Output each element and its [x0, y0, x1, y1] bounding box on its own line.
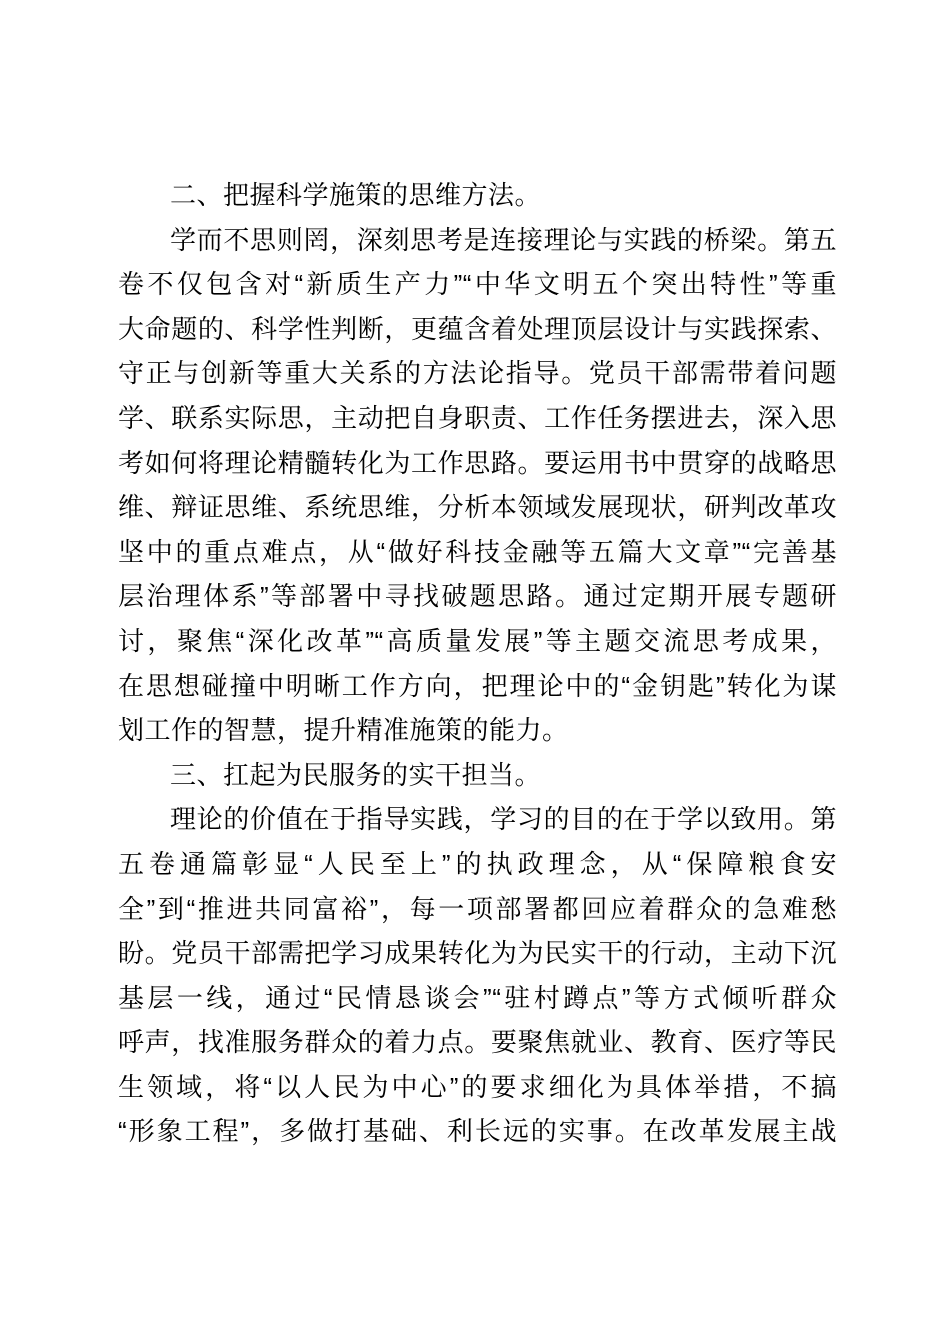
text-line: 层治理体系”等部署中寻找破题思路。通过定期开展专题研 [118, 581, 837, 612]
text-line: 考如何将理论精髓转化为工作思路。要运用书中贯穿的战略思 [118, 447, 837, 478]
text-line: 卷不仅包含对“新质生产力”“中华文明五个突出特性”等重 [118, 269, 837, 300]
text-line: 在思想碰撞中明晰工作方向，把理论中的“金钥匙”转化为谋 [118, 670, 837, 701]
section-heading-line: 二、把握科学施策的思维方法。 [170, 180, 542, 210]
text-line: 坚中的重点难点，从“做好科技金融等五篇大文章”“完善基 [118, 536, 837, 567]
text-line: 五卷通篇彰显“人民至上”的执政理念，从“保障粮食安 [118, 848, 837, 879]
section-heading-line: 三、扛起为民服务的实干担当。 [170, 759, 542, 790]
text-line: 全”到“推进共同富裕”，每一项部署都回应着群众的急难愁 [118, 893, 837, 924]
text-line: 守正与创新等重大关系的方法论指导。党员干部需带着问题 [118, 358, 837, 389]
text-line: 划工作的智慧，提升精准施策的能力。 [118, 715, 569, 746]
text-line: 理论的价值在于指导实践，学习的目的在于学以致用。第 [170, 804, 837, 835]
text-line: “形象工程”，多做打基础、利长远的实事。在改革发展主战 [118, 1116, 837, 1147]
text-line: 讨，聚焦“深化改革”“高质量发展”等主题交流思考成果， [118, 625, 837, 656]
text-line: 基层一线，通过“民情恳谈会”“驻村蹲点”等方式倾听群众 [118, 982, 837, 1013]
text-line: 大命题的、科学性判断，更蕴含着处理顶层设计与实践探索、 [118, 313, 837, 344]
text-line: 盼。党员干部需把学习成果转化为为民实干的行动，主动下沉 [118, 938, 837, 969]
text-line: 生领域，将“以人民为中心”的要求细化为具体举措，不搞 [118, 1071, 837, 1102]
text-line: 学、联系实际思，主动把自身职责、工作任务摆进去，深入思 [118, 402, 837, 433]
text-line: 呼声，找准服务群众的着力点。要聚焦就业、教育、医疗等民 [118, 1027, 837, 1058]
text-line: 维、辩证思维、系统思维，分析本领域发展现状，研判改革攻 [118, 492, 837, 523]
text-line: 学而不思则罔，深刻思考是连接理论与实践的桥梁。第五 [170, 224, 837, 255]
document-body [118, 173, 837, 1154]
